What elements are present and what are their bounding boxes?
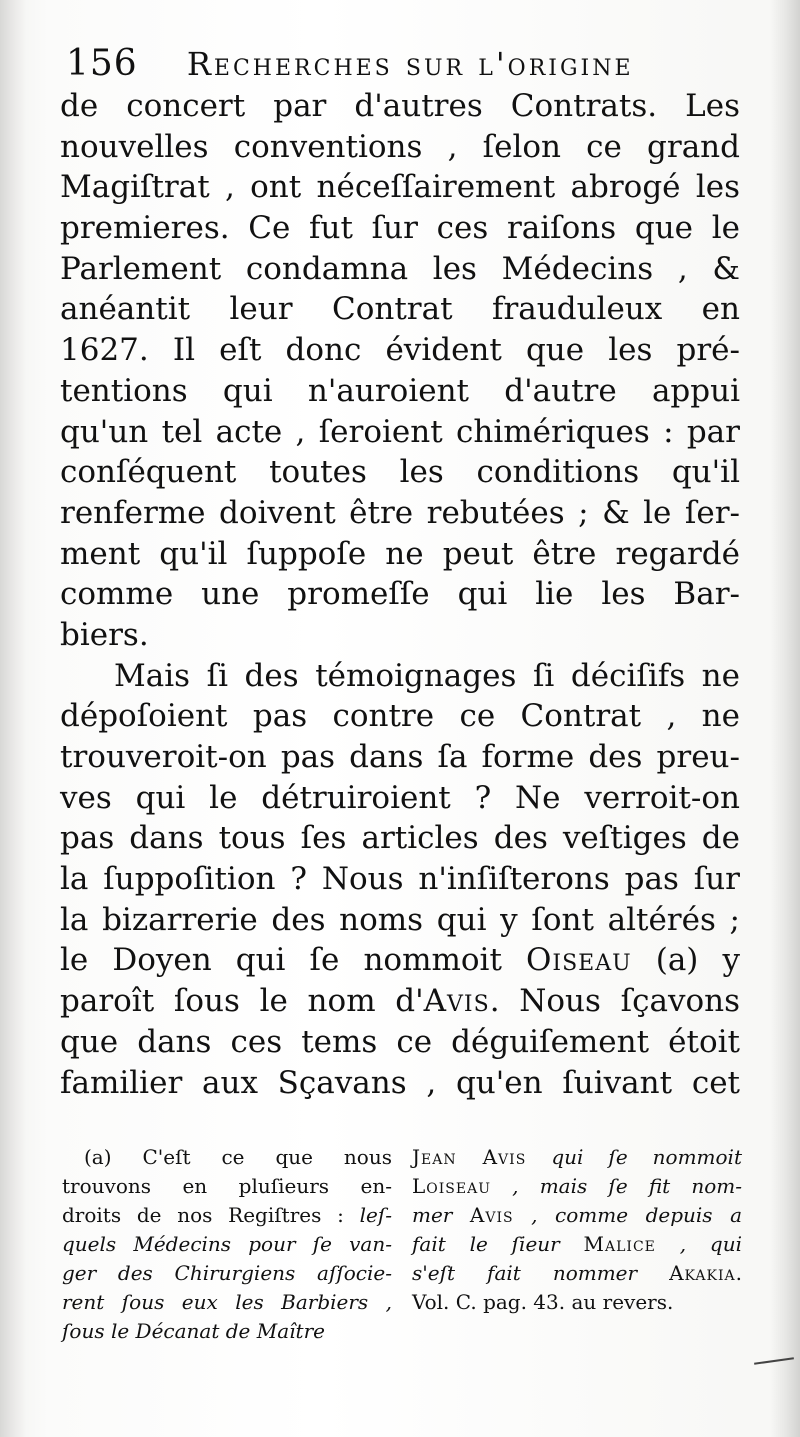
text-line: renferme doivent être rebutées ; & le ſer-: [60, 494, 740, 531]
footnote-line: rent ſous eux les Barbiers ,: [62, 1290, 392, 1314]
proper-name: Avis: [423, 983, 490, 1020]
proper-name: Avis: [469, 1203, 514, 1227]
footnote-line: ſous le Décanat de Maître: [62, 1319, 325, 1343]
text-line: comme une promeſſe qui lie les Bar-: [60, 576, 740, 613]
footnote-line: Vol. C. pag. 43. au revers.: [412, 1290, 674, 1314]
footnote-line: quels Médecins pour ſe van-: [62, 1232, 392, 1256]
text-line: trouveroit-on pas dans ſa forme des preu-: [60, 739, 740, 775]
footnote-line: [412, 1143, 742, 1172]
text-segment: qui ſe nommoit: [526, 1145, 742, 1169]
text-line: dépoſoient pas contre ce Contrat , ne: [60, 698, 740, 735]
text-line: Parlement condamna les Médecins , &: [60, 250, 740, 287]
proper-name: Malice: [583, 1232, 656, 1256]
footnote-line: (a) C'eſt ce que nous: [84, 1145, 392, 1169]
text-line: la ſuppoſition ? Nous n'inſiſterons pas ſur: [60, 861, 740, 898]
text-segment: (a) y: [631, 942, 740, 979]
text-segment: , mais ſe fit nom-: [491, 1174, 742, 1198]
text-line: que dans ces tems ce déguiſement étoit: [60, 1023, 740, 1060]
footnote-line: ger des Chirurgiens aſſocie-: [62, 1261, 392, 1285]
text-line: familier aux Sçavans , qu'en ſuivant cet: [60, 1064, 740, 1101]
body-text: [60, 86, 740, 1103]
text-line: conſéquent toutes les conditions qu'il: [60, 454, 740, 491]
proper-name: Loiseau: [412, 1174, 492, 1198]
proper-name: Akakia: [669, 1261, 736, 1285]
text-line: 1627. Il eſt donc évident que les pré-: [60, 332, 740, 369]
text-line: premieres. Ce fut ſur ces raiſons que le: [60, 210, 740, 247]
running-head: [66, 40, 756, 88]
text-segment: s'eſt fait nommer: [412, 1261, 670, 1285]
proper-name: Oiseau: [525, 942, 632, 979]
text-segment: mer: [412, 1203, 470, 1227]
footnote-column-left: [62, 1143, 392, 1346]
text-line: nouvelles conventions , ſelon ce grand: [60, 128, 740, 165]
text-line: biers.: [60, 616, 149, 653]
text-segment: paroît ſous le nom d': [60, 983, 424, 1020]
text-segment: fait le ſieur: [412, 1232, 584, 1256]
text-line: Mais ſi des témoignages ſi déciſifs ne: [114, 657, 740, 694]
text-segment: leſ-: [359, 1203, 392, 1227]
text-segment: , comme depuis a: [513, 1203, 743, 1227]
footnote-line: [412, 1259, 742, 1288]
text-line: anéantit leur Contrat frauduleux en: [60, 291, 740, 328]
text-segment: . Nous ſçavons: [489, 983, 740, 1020]
text-line: de concert par d'autres Contrats. Les: [60, 88, 740, 124]
text-line: pas dans tous ſes articles des veſtiges de: [60, 820, 740, 857]
footnote-column-right: [412, 1143, 742, 1317]
page-shadow-right: [770, 0, 800, 1437]
text-line: ment qu'il ſuppoſe ne peut être regardé: [60, 535, 740, 572]
text-line: la bizarrerie des noms qui y ſont altérés ;: [60, 901, 740, 938]
page-shadow-left: [0, 0, 26, 1437]
proper-name: Jean Avis: [412, 1145, 527, 1169]
text-segment: , qui: [655, 1232, 742, 1256]
text-segment: .: [735, 1261, 742, 1285]
running-title: Recherches sur l'origine: [186, 45, 634, 83]
text-line: Magiſtrat , ont néceſſairement abrogé les: [60, 169, 740, 206]
footnote-line: trouvons en pluſieurs en-: [62, 1174, 392, 1198]
text-line: ves qui le détruiroient ? Ne verroit-on: [60, 779, 740, 816]
text-line: tentions qui n'auroient d'autre appui: [60, 372, 740, 409]
footnote-line: [412, 1201, 742, 1230]
text-line: [60, 981, 740, 1022]
page-number: 156: [66, 43, 138, 84]
text-segment: droits de nos Regiſtres :: [62, 1203, 360, 1227]
text-segment: le Doyen qui ſe nommoit: [60, 942, 526, 979]
footnote-line: [412, 1172, 742, 1201]
footnote-line: [412, 1230, 742, 1259]
text-line: [60, 940, 740, 981]
footnote-line: [62, 1201, 392, 1230]
text-line: qu'un tel acte , ſeroient chimériques : par: [60, 413, 740, 450]
footnote: [62, 1143, 742, 1343]
